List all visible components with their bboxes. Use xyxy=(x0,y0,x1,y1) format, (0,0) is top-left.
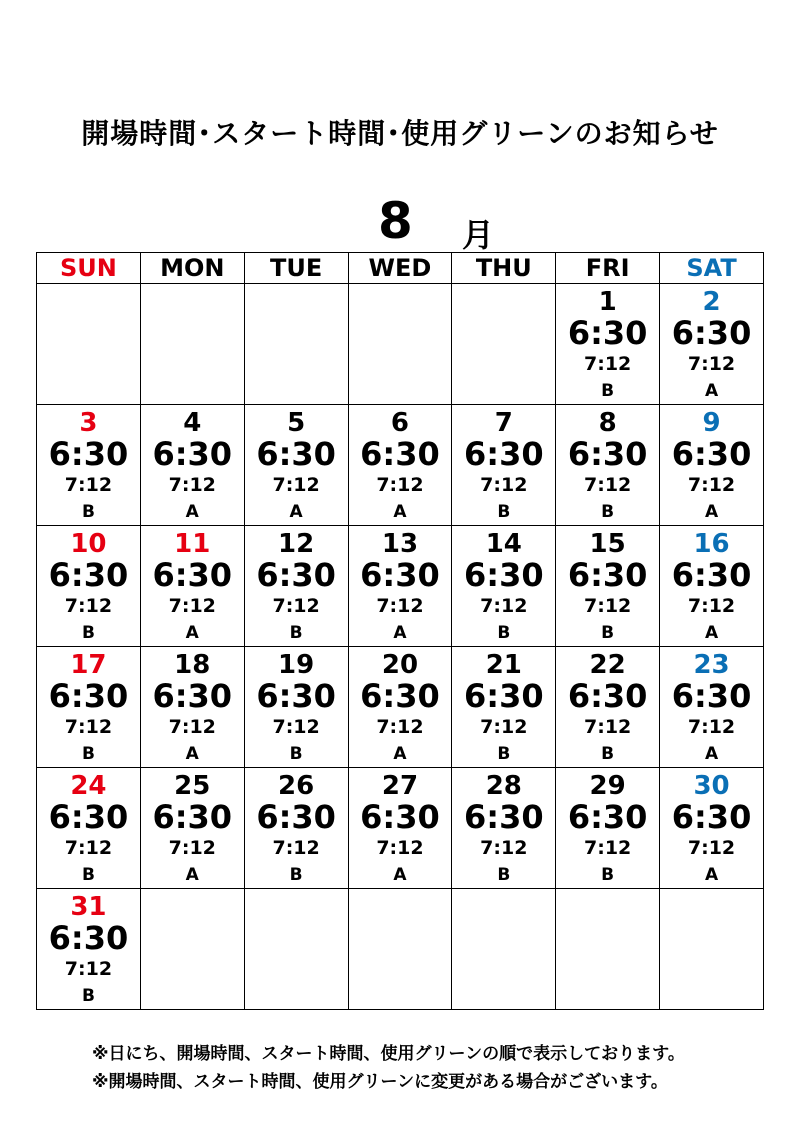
start-time: 7:12 xyxy=(584,474,632,496)
green-label: A xyxy=(185,865,199,885)
day-number: 16 xyxy=(693,529,730,559)
day-number: 12 xyxy=(278,529,315,559)
calendar-week-row xyxy=(37,889,764,1010)
calendar-empty-cell xyxy=(452,889,556,1010)
green-label: A xyxy=(185,744,199,764)
start-time: 7:12 xyxy=(272,595,320,617)
calendar-body xyxy=(37,284,764,1010)
open-time: 6:30 xyxy=(671,677,752,715)
day-number: 5 xyxy=(287,408,306,438)
start-time: 7:12 xyxy=(64,958,113,980)
green-label: B xyxy=(601,865,615,885)
calendar-empty-cell xyxy=(140,889,244,1010)
weekday-header-thu: THU xyxy=(452,253,556,284)
day-number: 17 xyxy=(70,650,107,680)
green-label: B xyxy=(81,865,95,885)
green-label: B xyxy=(497,502,511,522)
open-time: 6:30 xyxy=(152,435,233,473)
calendar-week-row xyxy=(37,284,764,405)
day-number: 20 xyxy=(381,650,419,680)
start-time: 7:12 xyxy=(687,353,736,375)
calendar-empty-cell xyxy=(660,889,764,1010)
note-line: ※開場時間、スタート時間、使用グリーンに変更がある場合がございます。 xyxy=(92,1072,668,1092)
open-time: 6:30 xyxy=(48,677,129,715)
month-heading xyxy=(0,192,800,252)
day-number: 23 xyxy=(693,650,730,680)
calendar-day-cell xyxy=(244,405,348,526)
calendar-day-cell xyxy=(556,284,660,405)
start-time: 7:12 xyxy=(376,595,424,617)
weekday-header-tue: TUE xyxy=(244,253,348,284)
calendar-empty-cell xyxy=(348,284,452,405)
green-label: A xyxy=(393,744,407,764)
calendar-table xyxy=(36,252,764,1010)
open-time: 6:30 xyxy=(256,798,336,836)
start-time: 7:12 xyxy=(168,595,216,617)
calendar-day-cell xyxy=(348,647,452,768)
green-label: A xyxy=(393,865,407,885)
open-time: 6:30 xyxy=(671,798,752,836)
day-number: 22 xyxy=(589,650,626,680)
day-number: 21 xyxy=(485,650,522,680)
green-label: A xyxy=(704,381,719,401)
start-time: 7:12 xyxy=(272,716,320,738)
open-time: 6:30 xyxy=(48,556,129,594)
calendar-day-cell xyxy=(37,768,141,889)
start-time: 7:12 xyxy=(168,474,216,496)
open-time: 6:30 xyxy=(464,435,544,473)
weekday-header-mon: MON xyxy=(140,253,244,284)
green-label: B xyxy=(601,623,615,643)
calendar-empty-cell xyxy=(244,889,348,1010)
open-time: 6:30 xyxy=(152,556,233,594)
green-label: B xyxy=(81,986,95,1006)
open-time: 6:30 xyxy=(567,798,648,836)
open-time: 6:30 xyxy=(671,314,752,352)
green-label: B xyxy=(497,744,511,764)
start-time: 7:12 xyxy=(64,837,113,859)
day-number: 2 xyxy=(702,287,721,317)
calendar-day-cell xyxy=(37,405,141,526)
calendar-day-cell xyxy=(660,284,764,405)
start-time: 7:12 xyxy=(584,595,632,617)
open-time: 6:30 xyxy=(671,556,752,594)
green-label: B xyxy=(601,381,615,401)
weekday-header-sun: SUN xyxy=(37,253,141,284)
start-time: 7:12 xyxy=(64,716,113,738)
open-time: 6:30 xyxy=(256,435,336,473)
open-time: 6:30 xyxy=(256,556,336,594)
day-number: 30 xyxy=(693,771,730,801)
green-label: B xyxy=(81,623,95,643)
calendar-day-cell xyxy=(140,647,244,768)
calendar-empty-cell xyxy=(244,284,348,405)
calendar-day-cell xyxy=(452,647,556,768)
open-time: 6:30 xyxy=(360,556,440,594)
start-time: 7:12 xyxy=(480,837,528,859)
start-time: 7:12 xyxy=(480,474,528,496)
day-number: 13 xyxy=(381,529,419,559)
start-time: 7:12 xyxy=(480,716,528,738)
day-number: 9 xyxy=(702,408,721,438)
day-number: 4 xyxy=(183,408,202,438)
green-label: A xyxy=(185,623,199,643)
start-time: 7:12 xyxy=(687,837,736,859)
calendar-day-cell xyxy=(244,768,348,889)
calendar-week-row xyxy=(37,405,764,526)
open-time: 6:30 xyxy=(567,314,648,352)
open-time: 6:30 xyxy=(48,919,129,957)
day-number: 26 xyxy=(278,771,315,801)
open-time: 6:30 xyxy=(48,435,129,473)
calendar-day-cell xyxy=(348,768,452,889)
open-time: 6:30 xyxy=(464,798,544,836)
start-time: 7:12 xyxy=(687,595,736,617)
calendar-day-cell xyxy=(452,405,556,526)
calendar-day-cell xyxy=(37,526,141,647)
calendar-empty-cell xyxy=(452,284,556,405)
day-number: 1 xyxy=(598,287,617,317)
calendar-week-row xyxy=(37,647,764,768)
start-time: 7:12 xyxy=(272,837,320,859)
day-number: 28 xyxy=(485,771,522,801)
green-label: A xyxy=(289,502,303,522)
day-number: 8 xyxy=(598,408,617,438)
page-title: 開場時間･スタート時間･使用グリーンのお知らせ xyxy=(81,117,719,150)
green-label: A xyxy=(704,623,719,643)
day-number: 29 xyxy=(589,771,626,801)
day-number: 3 xyxy=(79,408,98,438)
calendar-day-cell xyxy=(348,526,452,647)
start-time: 7:12 xyxy=(376,474,424,496)
day-number: 27 xyxy=(381,771,419,801)
note-line: ※日にち、開場時間、スタート時間、使用グリーンの順で表示しております。 xyxy=(92,1044,685,1064)
calendar-empty-cell xyxy=(37,284,141,405)
calendar-empty-cell xyxy=(140,284,244,405)
weekday-header-sat: SAT xyxy=(660,253,764,284)
day-number: 10 xyxy=(70,529,107,559)
green-label: B xyxy=(601,502,615,522)
open-time: 6:30 xyxy=(152,677,233,715)
day-number: 14 xyxy=(485,529,522,559)
start-time: 7:12 xyxy=(584,353,632,375)
day-number: 31 xyxy=(70,892,107,922)
calendar-day-cell xyxy=(348,405,452,526)
calendar-empty-cell xyxy=(556,889,660,1010)
start-time: 7:12 xyxy=(272,474,320,496)
day-number: 15 xyxy=(589,529,626,559)
green-label: A xyxy=(393,502,407,522)
calendar-day-cell xyxy=(244,526,348,647)
green-label: B xyxy=(497,865,511,885)
open-time: 6:30 xyxy=(464,556,544,594)
start-time: 7:12 xyxy=(584,716,632,738)
green-label: B xyxy=(289,623,303,643)
day-number: 18 xyxy=(174,650,211,680)
calendar-day-cell xyxy=(660,405,764,526)
green-label: A xyxy=(704,865,719,885)
month-unit: 月 xyxy=(462,216,495,254)
green-label: B xyxy=(81,502,95,522)
calendar-day-cell xyxy=(244,647,348,768)
start-time: 7:12 xyxy=(64,474,113,496)
calendar-day-cell xyxy=(556,768,660,889)
day-number: 24 xyxy=(70,771,107,801)
green-label: A xyxy=(393,623,407,643)
day-number: 25 xyxy=(174,771,211,801)
green-label: A xyxy=(704,502,719,522)
calendar-day-cell xyxy=(660,526,764,647)
open-time: 6:30 xyxy=(48,798,129,836)
open-time: 6:30 xyxy=(256,677,336,715)
open-time: 6:30 xyxy=(464,677,544,715)
calendar-day-cell xyxy=(140,405,244,526)
open-time: 6:30 xyxy=(360,677,440,715)
open-time: 6:30 xyxy=(567,556,648,594)
weekday-header-fri: FRI xyxy=(556,253,660,284)
calendar-day-cell xyxy=(140,526,244,647)
green-label: B xyxy=(601,744,615,764)
calendar-day-cell xyxy=(660,768,764,889)
calendar-day-cell xyxy=(452,526,556,647)
start-time: 7:12 xyxy=(480,595,528,617)
start-time: 7:12 xyxy=(376,837,424,859)
calendar-day-cell xyxy=(556,647,660,768)
calendar-day-cell xyxy=(140,768,244,889)
start-time: 7:12 xyxy=(687,716,736,738)
open-time: 6:30 xyxy=(671,435,752,473)
start-time: 7:12 xyxy=(584,837,632,859)
green-label: A xyxy=(185,502,199,522)
open-time: 6:30 xyxy=(360,435,440,473)
day-number: 19 xyxy=(278,650,315,680)
open-time: 6:30 xyxy=(567,435,648,473)
calendar-day-cell xyxy=(37,889,141,1010)
start-time: 7:12 xyxy=(168,837,216,859)
calendar-day-cell xyxy=(37,647,141,768)
calendar-day-cell xyxy=(556,405,660,526)
notes xyxy=(92,1040,685,1096)
day-number: 6 xyxy=(390,408,409,438)
calendar-day-cell xyxy=(556,526,660,647)
green-label: B xyxy=(289,744,303,764)
calendar-day-cell xyxy=(660,647,764,768)
green-label: B xyxy=(289,865,303,885)
open-time: 6:30 xyxy=(152,798,233,836)
day-number: 7 xyxy=(494,408,513,438)
green-label: B xyxy=(497,623,511,643)
start-time: 7:12 xyxy=(168,716,216,738)
green-label: B xyxy=(81,744,95,764)
calendar-week-row xyxy=(37,526,764,647)
weekday-header-wed: WED xyxy=(348,253,452,284)
calendar-week-row xyxy=(37,768,764,889)
open-time: 6:30 xyxy=(360,798,440,836)
weekday-header-row xyxy=(37,253,764,284)
open-time: 6:30 xyxy=(567,677,648,715)
start-time: 7:12 xyxy=(687,474,736,496)
green-label: A xyxy=(704,744,719,764)
start-time: 7:12 xyxy=(64,595,113,617)
start-time: 7:12 xyxy=(376,716,424,738)
day-number: 11 xyxy=(174,529,211,559)
month-number: 8 xyxy=(378,192,413,250)
calendar-empty-cell xyxy=(348,889,452,1010)
calendar-day-cell xyxy=(452,768,556,889)
